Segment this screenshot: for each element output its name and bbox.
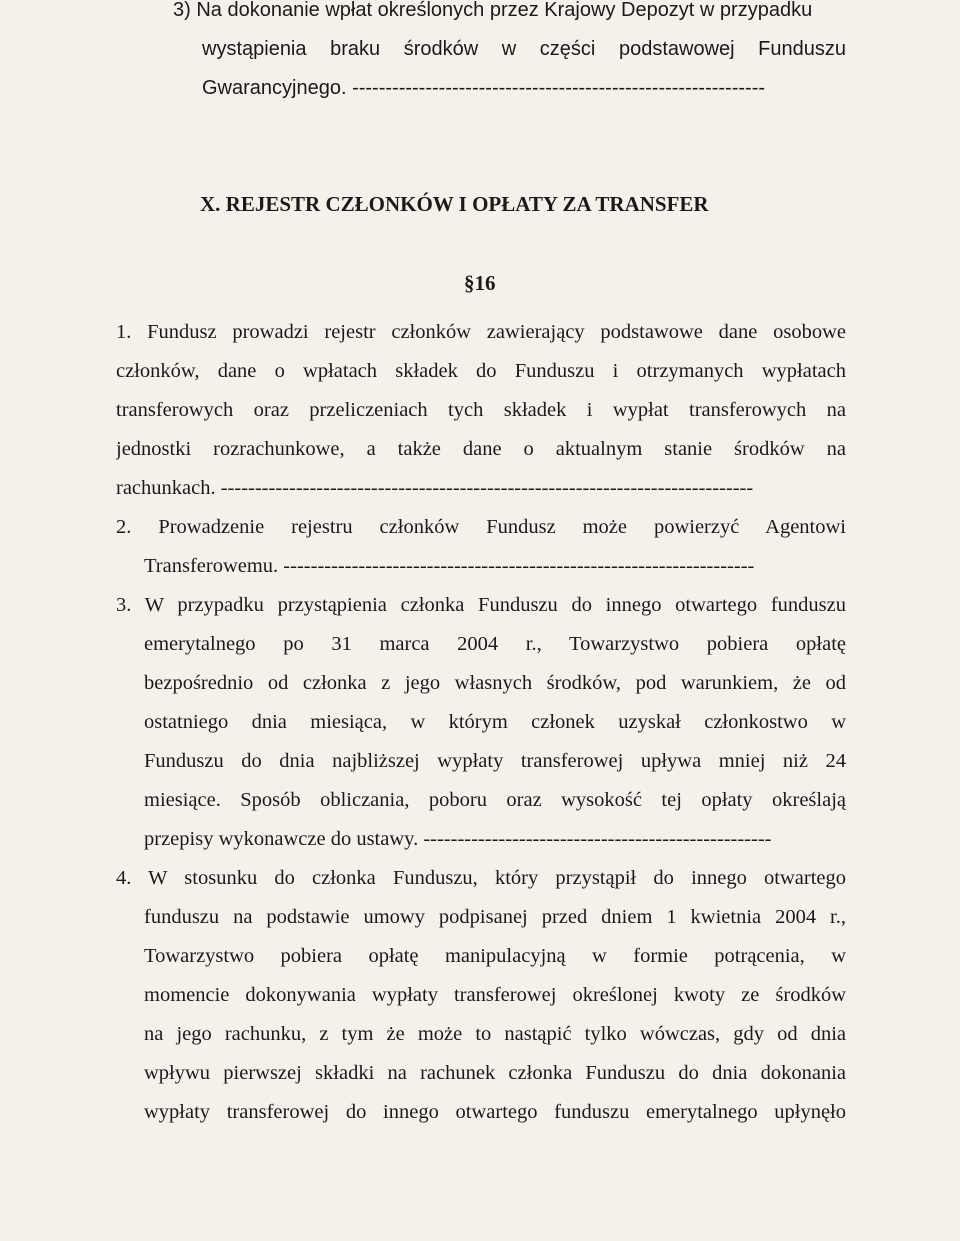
item3-prev-line-2: wystąpienia braku środków w części podstawowej Funduszu	[202, 38, 846, 60]
point4-line-3: Towarzystwo pobiera opłatę manipulacyjną w formie potrącenia, w	[144, 945, 846, 967]
point3-line-3: bezpośrednio od członka z jego własnych środków, pod warunkiem, że od	[144, 672, 846, 694]
point4-line-7: wypłaty transferowej do innego otwartego funduszu emerytalnego upłynęło	[144, 1101, 846, 1123]
point4-line-4: momencie dokonywania wypłaty transferowej określonej kwoty ze środków	[144, 984, 846, 1006]
point1-line-4: jednostki rozrachunkowe, a także dane o aktualnym stanie środków na	[116, 438, 846, 460]
point2-line-1: 2. Prowadzenie rejestru członków Fundusz może powierzyć Agentowi	[116, 516, 846, 538]
section-heading: X. REJESTR CZŁONKÓW I OPŁATY ZA TRANSFER	[200, 192, 709, 216]
point4-line-6: wpływu pierwszej składki na rachunek członka Funduszu do dnia dokonania	[144, 1062, 846, 1084]
point3-line-5: Funduszu do dnia najbliższej wypłaty transferowej upływa mniej niż 24	[144, 750, 846, 772]
point3-line-6: miesiące. Sposób obliczania, poboru oraz wysokość tej opłaty określają	[144, 789, 846, 811]
point1-line-5: rachunkach. ------------------------------------------------------------------------------	[116, 477, 754, 499]
point1-line-3: transferowych oraz przeliczeniach tych składek i wypłat transferowych na	[116, 399, 846, 421]
point3-line-2: emerytalnego po 31 marca 2004 r., Towarzystwo pobiera opłatę	[144, 633, 846, 655]
point1-line-2: członków, dane o wpłatach składek do Funduszu i otrzymanych wypłatach	[116, 360, 846, 382]
point3-line-7: przepisy wykonawcze do ustawy. ---------------------------------------------------	[144, 828, 772, 850]
point3-line-4: ostatniego dnia miesiąca, w którym członek uzyskał członkostwo w	[144, 711, 846, 733]
point3-line-1: 3. W przypadku przystąpienia członka Funduszu do innego otwartego funduszu	[116, 594, 846, 616]
point4-line-1: 4. W stosunku do członka Funduszu, który przystąpił do innego otwartego	[116, 867, 846, 889]
point4-line-2: funduszu na podstawie umowy podpisanej przed dniem 1 kwietnia 2004 r.,	[144, 906, 846, 928]
item3-prev-line-3: Gwarancyjnego. --------------------------------------------------------------	[202, 77, 766, 99]
paragraph-number: §16	[464, 271, 496, 295]
item3-prev-line-1: 3) Na dokonanie wpłat określonych przez Krajowy Depozyt w przypadku	[173, 0, 813, 21]
point4-line-5: na jego rachunku, z tym że może to nastąpić tylko wówczas, gdy od dnia	[144, 1023, 846, 1045]
point1-line-1: 1. Fundusz prowadzi rejestr członków zawierający podstawowe dane osobowe	[116, 321, 846, 343]
point2-line-2: Transferowemu. ---------------------------------------------------------------------	[144, 555, 755, 577]
